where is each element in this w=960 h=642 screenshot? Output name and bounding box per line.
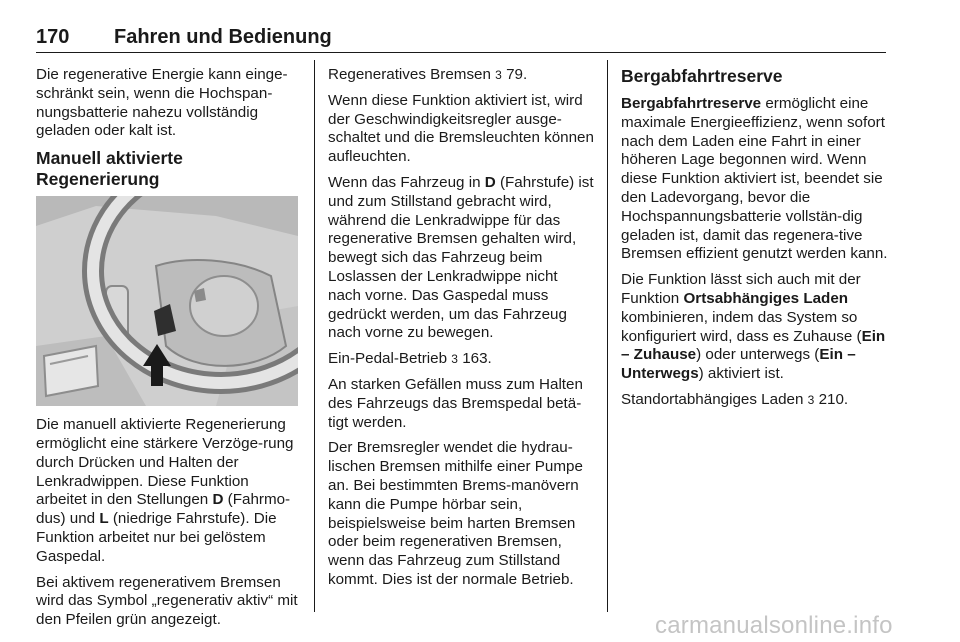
symbol-paragraph: Bei aktivem regenerativem Bremsen wird das Symbol „regenerativ aktiv“ mit den Pfeilen grün angezeigt. bbox=[36, 573, 298, 629]
reference-text: Standortabhängiges Laden bbox=[621, 390, 808, 408]
reference-page: 79. bbox=[506, 66, 528, 83]
column-3 bbox=[621, 66, 889, 417]
term-bold: Ein – Unterwegs bbox=[621, 346, 856, 383]
reference-page: 210. bbox=[818, 390, 849, 408]
text-span: kombinieren, indem das System so konfiguriert wird, dass es Zuhause ( bbox=[621, 308, 862, 345]
text-span: (Fahrstufe) ist und zum Stillstand gebracht wird, während die Lenkradwippe für das regenerative Bremsen gehalten wird, bewegt sich das Fahrzeug beim Loslassen der Lenkradwippe nicht nach vorne. Das Gaspedal muss gedrückt werden, um das Fahrzeug nach vorne zu bewegen. bbox=[328, 173, 594, 342]
text-span: Die manuell aktivierte Regenerierung ermöglicht eine stärkere Verzöge-rung durch Drücken und Halten der Lenkradwippen. Diese Funktion arbeitet in den Stellungen bbox=[36, 416, 294, 509]
text-span: ) oder unterwegs ( bbox=[696, 346, 820, 364]
page-reference-icon: 3 bbox=[495, 68, 502, 82]
stop-behavior-paragraph bbox=[328, 174, 594, 343]
brake-controller-paragraph: Der Bremsregler wendet die hydrau-lischen Bremsen mithilfe einer Pumpe an. Bei bestimmten Brems-manövern kann die Pumpe hörbar sein, beispielsweise beim harten Bremsen oder beim regenerativen Bremsen, wenn das Fahrzeug zum Stillstand kommt. Dies ist der normale Betrieb. bbox=[328, 439, 583, 588]
text-span: (niedrige Fahrstufe). Die Funktion arbeitet nur bei gelöstem Gaspedal. bbox=[36, 510, 277, 565]
column-1 bbox=[36, 66, 300, 637]
intro-paragraph: Die regenerative Energie kann einge-schränkt sein, wenn die Hochspan-nungsbatterie nahezu vollständig geladen oder kalt ist. bbox=[36, 66, 288, 140]
cross-reference-one-pedal[interactable] bbox=[328, 350, 594, 369]
slope-paragraph: An starken Gefällen muss zum Halten des Fahrzeugs das Bremspedal betä-tigt werden. bbox=[328, 375, 583, 431]
term-bold: Ein – Zuhause bbox=[621, 327, 886, 364]
cross-reference-regenerative-braking[interactable] bbox=[328, 66, 594, 85]
column-divider-2 bbox=[607, 60, 608, 612]
watermark: carmanualsonline.info bbox=[655, 612, 893, 639]
page-reference-icon: 3 bbox=[451, 352, 458, 367]
reference-text: Regeneratives Bremsen bbox=[328, 66, 496, 83]
cruise-control-paragraph: Wenn diese Funktion aktiviert ist, wird der Geschwindigkeitsregler ausge-schaltet und die Bremsleuchten können aufleuchten. bbox=[328, 91, 594, 166]
column-2 bbox=[328, 66, 594, 597]
section-title: Fahren und Bedienung bbox=[114, 26, 332, 48]
page-header bbox=[36, 26, 884, 50]
manual-regeneration-paragraph bbox=[36, 416, 300, 566]
text-span: ermöglicht eine maximale Energieeffizienz, wenn sofort nach dem Laden eine Fahrt in einer höheren Lage begonnen wird. Wenn diese Funktion aktiviert ist, beendet sie den Ladevorgang, bevor die Hochspannungsbatterie vollstän-dig geladen ist, damit das regenera-tive Bremsen effizient genutzt werden kann. bbox=[621, 95, 888, 263]
location-charging-paragraph bbox=[621, 271, 889, 384]
manual-regeneration-heading: Manuell aktivierte Regenerierung bbox=[36, 148, 183, 190]
column-divider-1 bbox=[314, 60, 315, 612]
reference-page: 163. bbox=[462, 350, 492, 368]
term-bold: Ortsabhängiges Laden bbox=[683, 289, 849, 307]
hill-reserve-paragraph bbox=[621, 95, 889, 264]
steering-wheel-paddle-illustration bbox=[36, 196, 298, 406]
page-number: 170 bbox=[36, 26, 70, 48]
term-bold: Bergabfahrtreserve bbox=[621, 95, 762, 112]
text-span: Die Funktion lässt sich auch mit der Funktion bbox=[621, 271, 861, 307]
gear-d-label: D bbox=[212, 491, 224, 509]
page-reference-icon: 3 bbox=[807, 392, 815, 407]
gear-l-label: L bbox=[99, 510, 109, 528]
reference-text: Ein-Pedal-Betrieb bbox=[328, 350, 452, 368]
header-rule bbox=[36, 52, 886, 53]
text-span: ) aktiviert ist. bbox=[698, 365, 784, 383]
text-span: Wenn das Fahrzeug in bbox=[328, 173, 485, 191]
gear-d-label: D bbox=[484, 173, 496, 191]
cross-reference-location-charging[interactable] bbox=[621, 391, 889, 410]
text-span: (Fahrmo-dus) und bbox=[36, 491, 291, 528]
hill-reserve-heading: Bergabfahrtreserve bbox=[621, 66, 783, 86]
